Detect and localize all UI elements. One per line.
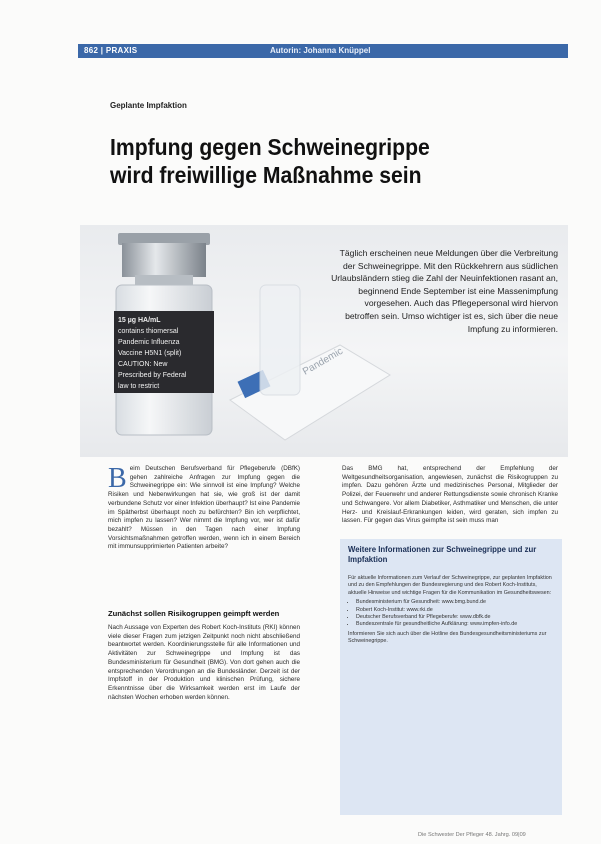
info-box-link-list: [348, 599, 554, 629]
info-box-title: Weitere Informationen zur Schweinegrippe und zur Impfaktion: [348, 545, 537, 564]
article-intro: Täglich erscheinen neue Meldungen über die Verbreitung der Schweinegrippe. Mit den Rückkehrern aus südlichen Urlaubsländern stieg die Zahl der Neuinfektionen rasant an, beginnend Ende September ist eine Massenimpfung vorgesehen. Auch das Pflegepersonal wird hiervon betroffen sein. Umso wichtiger ist es, sich über die neue Impfung zu informieren.: [331, 248, 558, 334]
info-box-footnote: Informieren Sie sich auch über die Hotline des Bundesgesundheitsministeriums zur Schweinegrippe.: [348, 630, 547, 645]
vial-label-line-7: law to restrict: [118, 383, 160, 390]
vial-label-line-5: CAUTION: New: [118, 361, 168, 368]
info-link[interactable]: • Robert Koch-Institut: www.rki.de: [356, 607, 554, 614]
headline-line-2: wird freiwillige Maßnahme sein: [110, 162, 422, 188]
info-box-body: [348, 575, 554, 646]
page-footer-citation: Die Schwester Der Pfleger 48. Jahrg. 09|09: [418, 832, 526, 838]
body-paragraph-1: eim Deutschen Berufsverband für Pflegeberufe (DBfK) gehen zahlreiche Anfragen zur Impfung gegen die Schweinegrippe ein: Wie sinnvoll ist eine Impfung? Welche Risiken und Nebenwirkungen hat sie, wie groß ist der damit verbundene Schutz vor einer Infektion überhaupt? Ist eine Pandemie im Spätherbst überhaupt noch zu befürchten? Bin ich verpflichtet, mich impfen zu lassen? Wer nimmt die Impfung vor, wer ist dafür bezahlt? Müssen in den Tagen nach einer Impfung Vorsichtsmaßnahmen getroffen werden, wenn ich in einem Bereich mit immunsupprimierten Patienten arbeite?: [108, 465, 300, 551]
info-link[interactable]: • Deutscher Berufsverband für Pflegeberufe: www.dbfk.de: [356, 614, 554, 621]
vial-label-line-2: contains thiomersal: [118, 328, 179, 335]
drop-cap: B: [108, 463, 127, 494]
body-paragraph-2: Nach Aussage von Experten des Robert Koch-Instituts (RKI) können viele dieser Fragen zum jetzigen Zeitpunkt noch nicht abschließend beantwortet werden. Koordinierungsstelle für alle Informationen und Aktivitäten zur Schweinegrippe und Impfung ist das Bundesministerium für Gesundheit (BMG). Von dort gehen auch die entsprechenden Verordnungen an die Bundesländer. Derzeit ist der Impfstoff in der Produktion und klinischen Prüfung, sichere Erkenntnisse über die Wirksamkeit werden erst im Laufe der nächsten Wochen erhoben werden können.: [108, 624, 300, 701]
author-label: Autorin: Johanna Knüppel: [270, 46, 371, 55]
article-kicker: Geplante Impfaktion: [110, 101, 187, 110]
body-column-1-top: [108, 465, 300, 552]
vial-label-line-1: 15 µg HA/mL: [118, 317, 161, 324]
section-subheading: Zunächst sollen Risikogruppen geimpft werden: [108, 609, 280, 618]
headline-line-1: Impfung gegen Schweinegrippe: [110, 134, 430, 160]
vial-label-line-3: Pandemic Influenza: [118, 339, 180, 346]
article-headline: [110, 133, 515, 189]
info-link[interactable]: • Bundesministerium für Gesundheit: www.bmg.bund.de: [356, 599, 554, 606]
vial-label-line-4: Vaccine H5N1 (split): [118, 350, 182, 357]
info-box-intro: Für aktuelle Informationen zum Verlauf der Schweinegrippe, zur geplanten Impfaktion und zu den Empfehlungen der Bundesregierung und des Robert Koch-Instituts, aktuelle Hinweise und wichtige Fragen für die Kommunikation im Gesundheitswesen:: [348, 575, 552, 596]
page-section-label: 862 | PRAXIS: [84, 46, 138, 55]
svg-text:Pandemic: Pandemic: [301, 345, 346, 378]
info-link[interactable]: • Bundeszentrale für gesundheitliche Aufklärung: www.impfen-info.de: [356, 621, 554, 628]
vial-label-line-6: Prescribed by Federal: [118, 372, 187, 379]
body-paragraph-3: Das BMG hat, entsprechend der Empfehlung der Weltgesundheitsorganisation, angewiesen, zunächst die Risikogruppen zu impfen. Dazu gehören Ärzte und medizinisches Personal, Mitglieder der Polizei, der Feuerwehr und anderer Rettungsdienste sowie chronisch Kranke und Schwangere. Vor allem Diabetiker, Asthmatiker und Menschen, die unter Herz- und Kreislauf-Erkrankungen leiden, wird geraten, sich impfen zu lassen. Für gegen das Virus geimpfte ist sein muss man: [342, 465, 558, 525]
